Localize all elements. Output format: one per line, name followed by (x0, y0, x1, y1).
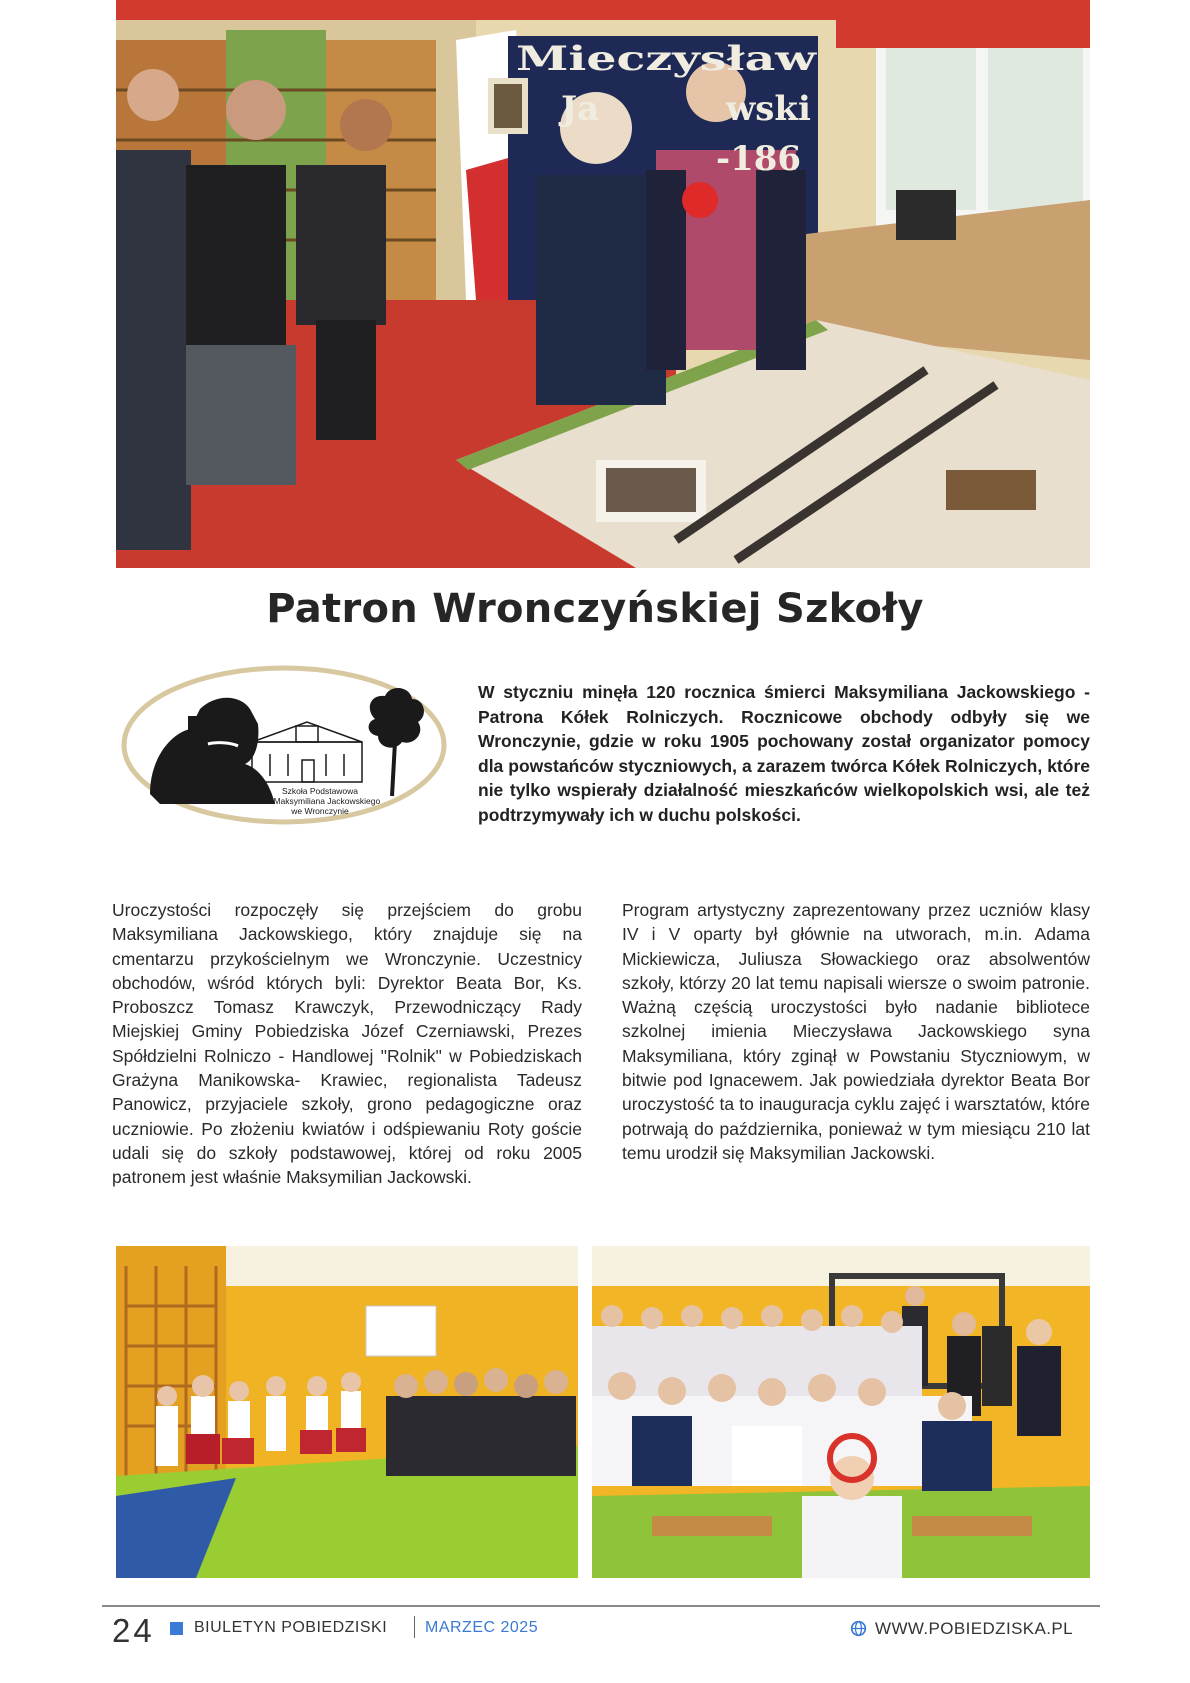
footer-separator (414, 1616, 415, 1638)
globe-icon (850, 1620, 867, 1637)
page-number: 24 (112, 1612, 155, 1649)
square-bullet-icon (170, 1622, 183, 1635)
logo-line3: we Wronczynie (291, 806, 349, 816)
banner-text-line2: Ja (561, 89, 600, 129)
body-column-right: Program artystyczny zaprezentowany przez uczniów klasy IV i V oparty był głównie na utworach, m.in. Adama Mickiewicza, Juliusza Słowackiego oraz absolwentów szkoły, którzy 20 lat temu napisali wiersze o swoim patronie. Ważną częścią uroczystości było nadanie bibliotece szkolnej imienia Mieczysława Jackowskiego syna Maksymiliana, który zginął w Powstaniu Styczniowym, w bitwie pod Ignacewem. Jak powiedziała dyrektor Beata Bor uroczystość ta to inauguracja cyklu zajęć i warsztatów, które potrwają do października, ponieważ w tym miesiącu 210 lat temu urodził się Maksymilian Jackowski. (622, 900, 1090, 1163)
issue-date: MARZEC 2025 (425, 1619, 539, 1636)
photo-seated-pupils (592, 1246, 1090, 1578)
photo-gym-dance (116, 1246, 578, 1578)
school-logo (120, 664, 448, 826)
logo-line1: Szkoła Podstawowa (281, 786, 359, 796)
lead-paragraph: W styczniu minęła 120 rocznica śmierci Maksymiliana Jackowskiego - Patrona Kółek Rolniczych. Rocznicowe obchody odbyły się we Wronczynie, gdzie w roku 1905 pochowany został organizator pomocy dla powstańców styczniowych, a zarazem twórca Kółek Rolniczych, które nie tylko wspierały działalność mieszkańców wielkopolskich wsi, ale też podtrzymywały ich w duchu polskości. (478, 682, 1090, 825)
hero-photo-library-ceremony (116, 0, 1090, 568)
banner-text-line3: wski (726, 89, 811, 129)
publication-name: BIULETYN POBIEDZISKI (194, 1619, 388, 1636)
logo-line2: im. Maksymiliana Jackowskiego (259, 796, 381, 806)
body-column-left: Uroczystości rozpoczęły się przejściem do grobu Maksymiliana Jackowskiego, który znajduje się na cmentarzu przykościelnym we Wronczynie. Uczestnicy obchodów, wśród których byli: Dyrektor Beata Bor, Ks. Proboszcz Tomasz Krawczyk, Przewodniczący Rady Miejskiej Gminy Pobiedziska Józef Czerniawski, Prezes Spółdzielni Rolniczo - Handlowej "Rolnik" w Pobiedziskach Grażyna Manikowska- Krawiec, regionalista Tadeusz Panowicz, przyjaciele szkoły, grono pedagogiczne oraz uczniowie. Po złożeniu kwiatów i odśpiewaniu Roty goście udali się do szkoły podstawowej, której od roku 2005 patronem jest właśnie Maksymilian Jackowski. (112, 900, 582, 1188)
banner-text-line1: Mieczysław (516, 39, 818, 79)
banner-text-line4: -186 (716, 139, 802, 179)
footer-divider (102, 1605, 1100, 1607)
website-link[interactable]: WWW.POBIEDZISKA.PL (875, 1619, 1074, 1638)
article-title: Patron Wronczyńskiej Szkoły (266, 586, 924, 632)
